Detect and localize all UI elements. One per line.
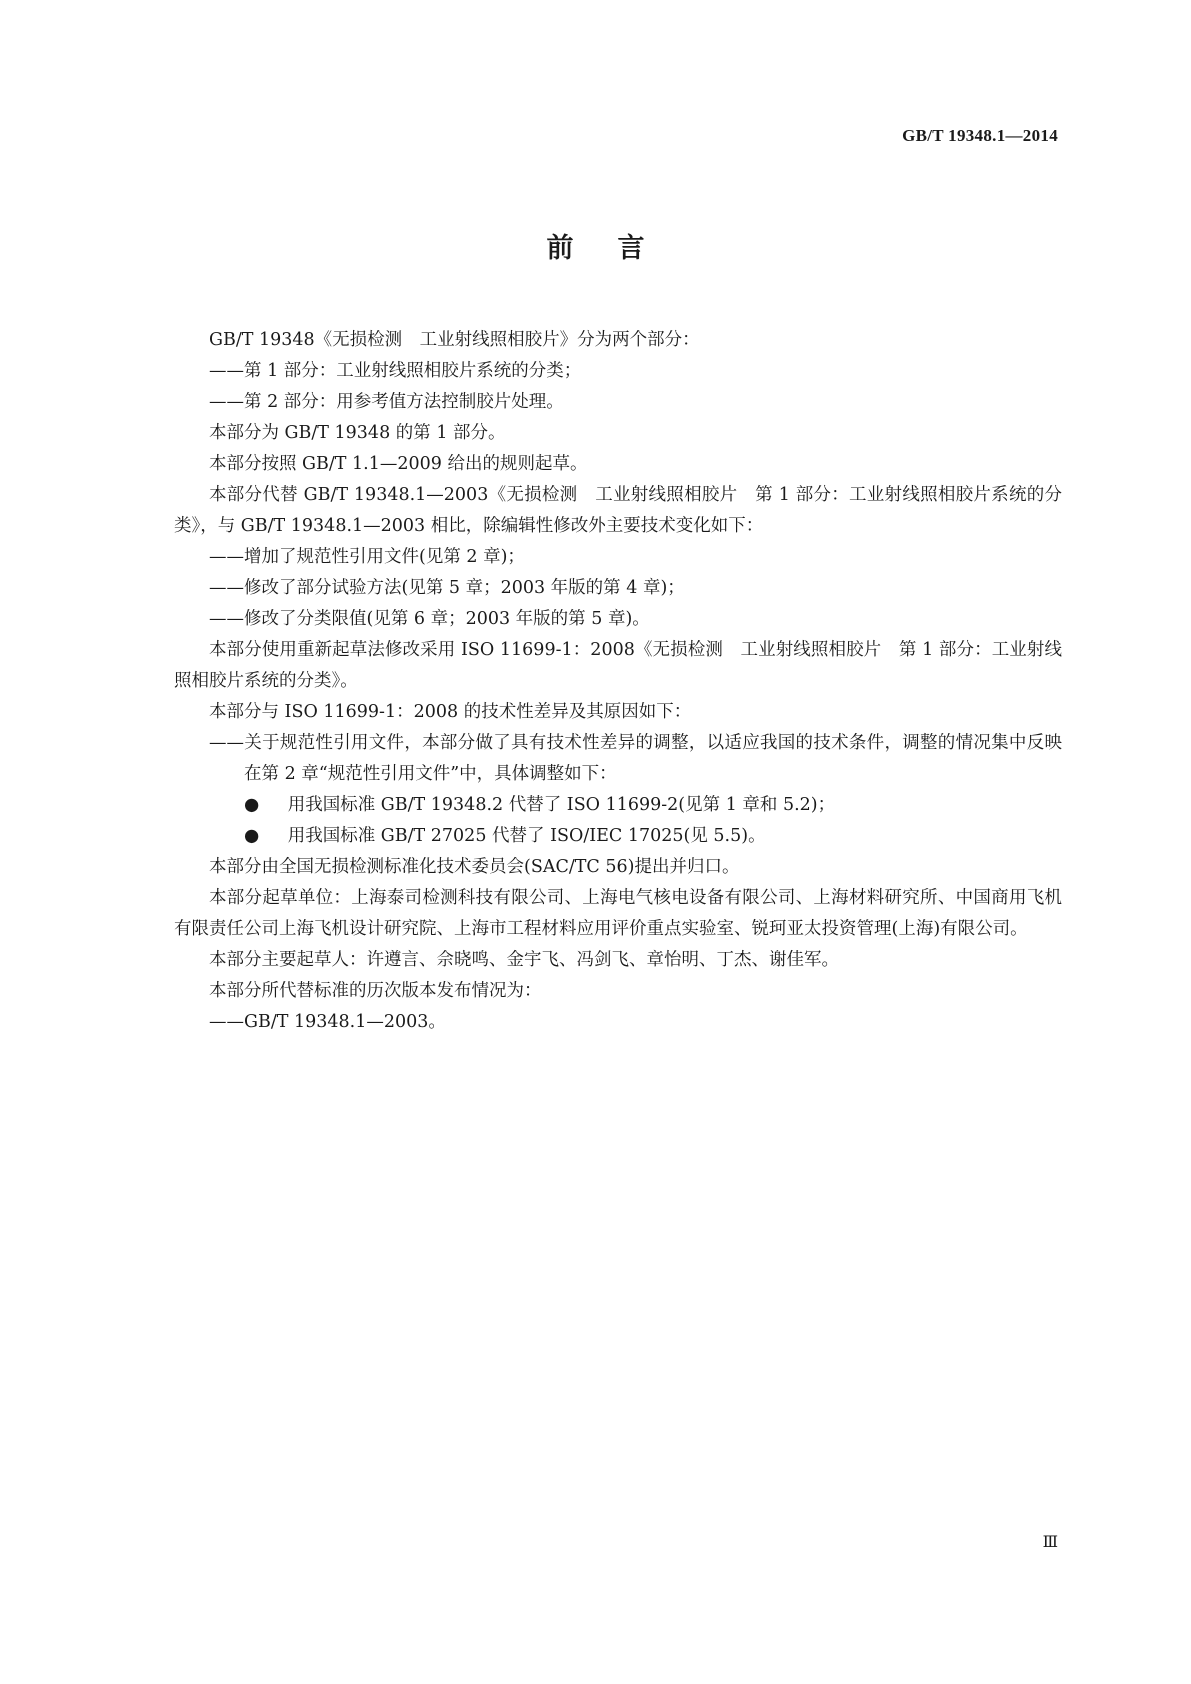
paragraph: GB/T 19348《无损检测 工业射线照相胶片》分为两个部分： bbox=[209, 330, 700, 350]
page-number: Ⅲ bbox=[1042, 1534, 1058, 1551]
foreword-body bbox=[174, 325, 1062, 1038]
dash-item: ——修改了部分试验方法(见第 5 章；2003 年版的第 4 章)； bbox=[209, 578, 685, 598]
paragraph: 本部分起草单位：上海泰司检测科技有限公司、上海电气核电设备有限公司、上海材料研究所、中国商用飞机有限责任公司上海飞机设计研究院、上海市工程材料应用评价重点实验室、锐珂亚太投资管理(上海)有限公司。 bbox=[174, 888, 1062, 939]
paragraph: 本部分使用重新起草法修改采用 ISO 11699-1：2008《无损检测 工业射线照相胶片 第 1 部分：工业射线照相胶片系统的分类》。 bbox=[174, 640, 1062, 691]
paragraph: 本部分与 ISO 11699-1：2008 的技术性差异及其原因如下： bbox=[209, 702, 692, 722]
paragraph: 本部分为 GB/T 19348 的第 1 部分。 bbox=[209, 423, 506, 443]
paragraph: 本部分主要起草人：许遵言、佘晓鸣、金宇飞、冯剑飞、章怡明、丁杰、谢佳军。 bbox=[209, 950, 839, 970]
bullet-item bbox=[174, 790, 1062, 821]
bullet-item bbox=[174, 821, 1062, 852]
dash-item: ——关于规范性引用文件，本部分做了具有技术性差异的调整，以适应我国的技术条件，调整的情况集中反映在第 2 章“规范性引用文件”中，具体调整如下： bbox=[209, 733, 1062, 784]
dash-item: ——GB/T 19348.1—2003。 bbox=[209, 1012, 446, 1032]
page-title: 前言 bbox=[546, 233, 689, 264]
dash-item: ——修改了分类限值(见第 6 章；2003 年版的第 5 章)。 bbox=[209, 609, 650, 629]
paragraph: 本部分代替 GB/T 19348.1—2003《无损检测 工业射线照相胶片 第 1 部分：工业射线照相胶片系统的分类》，与 GB/T 19348.1—2003 相比，除编辑性修改外主要技术变化如下： bbox=[174, 485, 1062, 536]
dash-item: ——第 2 部分：用参考值方法控制胶片处理。 bbox=[209, 392, 564, 412]
paragraph: 本部分所代替标准的历次版本发布情况为： bbox=[209, 981, 542, 1001]
document-code: GB/T 19348.1—2014 bbox=[902, 126, 1058, 145]
bullet-icon: ● bbox=[244, 795, 260, 815]
bullet-text: 用我国标准 GB/T 27025 代替了 ISO/IEC 17025(见 5.5)。 bbox=[287, 826, 766, 846]
dash-item: ——增加了规范性引用文件(见第 2 章)； bbox=[209, 547, 525, 567]
paragraph: 本部分按照 GB/T 1.1—2009 给出的规则起草。 bbox=[209, 454, 588, 474]
dash-item: ——第 1 部分：工业射线照相胶片系统的分类； bbox=[209, 361, 582, 381]
paragraph: 本部分由全国无损检测标准化技术委员会(SAC/TC 56)提出并归口。 bbox=[209, 857, 740, 877]
bullet-text: 用我国标准 GB/T 19348.2 代替了 ISO 11699-2(见第 1 章和 5.2)； bbox=[287, 795, 836, 815]
bullet-icon: ● bbox=[244, 826, 260, 846]
